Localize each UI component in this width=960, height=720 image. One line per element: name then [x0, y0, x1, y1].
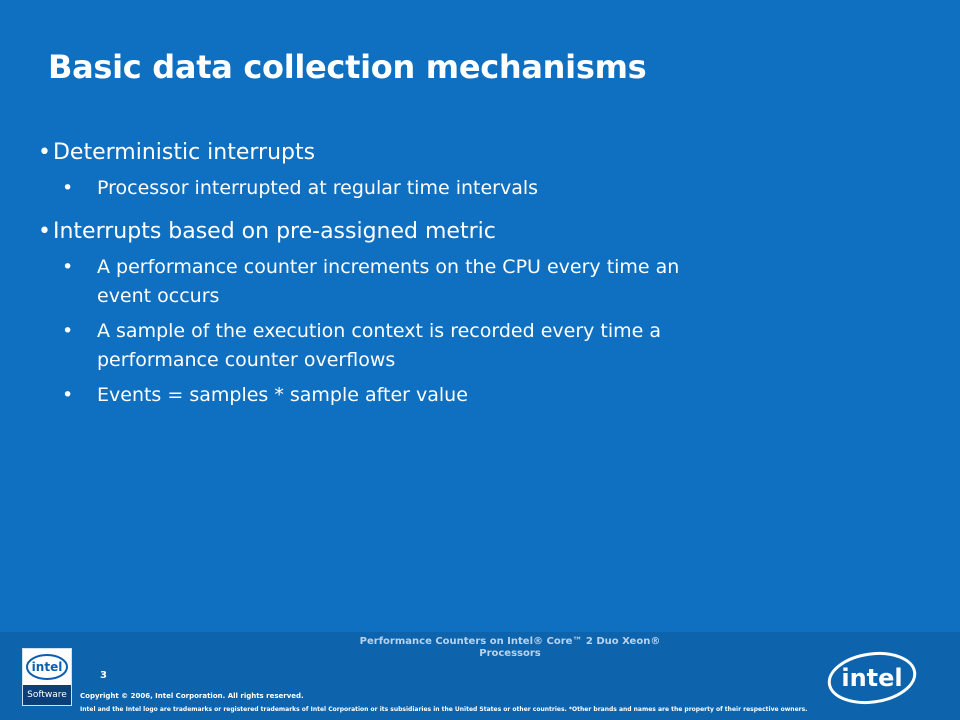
sub-bullet-line: performance counter overflows — [97, 349, 396, 371]
sub-bullet-dot-icon: • — [62, 320, 74, 342]
software-logo-label: Software — [23, 685, 71, 705]
intel-software-logo — [22, 648, 72, 706]
software-logo-word: intel — [31, 660, 63, 674]
sub-bullet-line: A performance counter increments on the CPU every time an — [97, 256, 680, 278]
bullet-text: Interrupts based on pre-assigned metric — [52, 219, 496, 244]
bullet-group — [38, 138, 918, 203]
trademark-text: Intel and the Intel logo are trademarks or registered trademarks of Intel Corporation or its subsidiaries in the United States or other countries. *Other brands and names are the property of their respective owners. — [80, 706, 808, 713]
bullet-group — [38, 217, 918, 410]
bullet-item — [38, 138, 918, 168]
slide-title: Basic data collection mechanisms — [48, 48, 647, 86]
page-number: 3 — [100, 670, 107, 681]
bullet-text: Deterministic interrupts — [52, 140, 316, 165]
slide-footer — [0, 632, 960, 720]
sub-bullet-dot-icon: • — [62, 256, 74, 278]
intel-logo-icon — [826, 648, 920, 706]
bullet-item — [38, 217, 918, 247]
sub-bullet-item — [38, 317, 918, 375]
bullet-list — [38, 138, 918, 424]
sub-bullet-line: Events = samples * sample after value — [97, 384, 468, 406]
footer-title-line: Processors — [479, 648, 541, 659]
footer-title-line: Performance Counters on Intel® Core™ 2 Duo Xeon® — [359, 636, 661, 647]
sub-bullet-item — [38, 174, 918, 203]
sub-bullet-line: A sample of the execution context is recorded every time a — [97, 320, 662, 342]
bullet-dot-icon: • — [38, 140, 51, 165]
bullet-dot-icon: • — [38, 219, 51, 244]
sub-bullet-item — [38, 253, 918, 311]
sub-bullet-line: event occurs — [97, 285, 220, 307]
sub-bullet-item — [38, 381, 918, 410]
sub-bullet-dot-icon: • — [62, 384, 74, 406]
sub-bullet-dot-icon: • — [62, 177, 74, 199]
footer-title — [330, 636, 690, 660]
copyright-text: Copyright © 2006, Intel Corporation. All rights reserved. — [80, 692, 304, 700]
intel-logo-word: intel — [841, 664, 903, 692]
sub-bullet-line: Processor interrupted at regular time intervals — [97, 177, 539, 199]
intel-swirl-icon — [23, 649, 71, 683]
